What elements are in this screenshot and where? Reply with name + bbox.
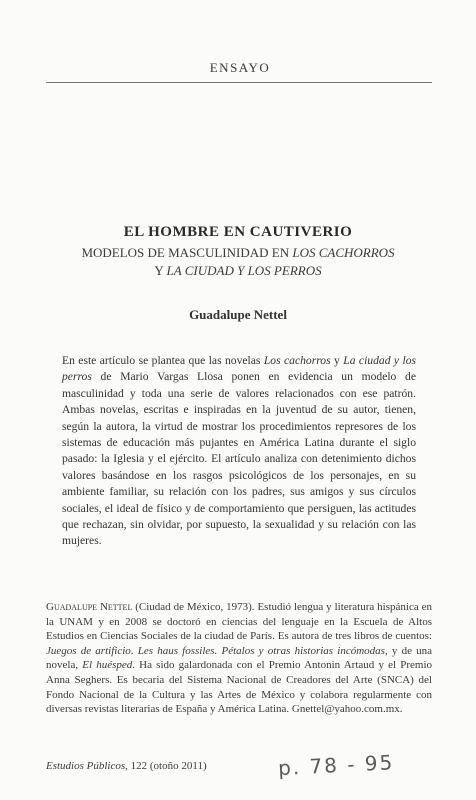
journal-footer	[46, 760, 246, 772]
header-rule	[46, 82, 432, 83]
bio-text-4: . Ha sido galardonada con el Premio Antonin Artaud y el Premio Anna Seghers. Es becaria del Sistema Nacional de Creadores del Arte (SNCA) del Fondo Nacional de la Cultura y las Artes de México y colabora regularmente con diversas revistas literarias de España y América Latina. Gnettel@yahoo.com.mx.	[46, 659, 432, 716]
section-label: ENSAYO	[209, 60, 271, 75]
bio-author-name: Guadalupe Nettel	[46, 601, 133, 613]
author-bio	[46, 600, 432, 717]
article-author: Guadalupe Nettel	[189, 307, 287, 322]
journal-issue: , 122 (otoño 2011)	[125, 760, 207, 772]
abstract-paragraph	[62, 353, 416, 550]
subtitle-line1-text: MODELOS DE MASCULINIDAD EN	[81, 245, 293, 260]
bio-book-3: El huésped	[82, 659, 133, 672]
abstract-text-2: y	[330, 354, 344, 367]
bio-text-1: (Ciudad de México, 1973). Estudió lengua y literatura hispánica en la UNAM y en 2008 se doctoró en ciencias del lenguaje en la Escuela de Altos Estudios en Ciencias Sociales de la ciudad de París. Es autora de tres libros de cuentos:	[46, 601, 433, 643]
abstract-title-2: La ciudad y los perros	[62, 354, 417, 384]
abstract-text-1: En este artículo se plantea que las novelas	[62, 354, 264, 367]
article-subtitle	[60, 244, 416, 280]
subtitle-line1-italic: LOS CACHORROS	[292, 245, 395, 260]
bio-book-2: Les haus fossiles. Pétalos y otras historias incómodas	[137, 644, 385, 657]
subtitle-line2-text: Y	[154, 263, 167, 278]
abstract-title-1: Los cachorros	[263, 354, 331, 367]
bio-text-2: .	[130, 644, 138, 657]
bio-text-3: , y de una novela,	[46, 644, 433, 672]
bio-book-1: Juegos de artificio	[46, 644, 131, 657]
handwritten-page-range: p. 78 - 95	[277, 750, 395, 781]
journal-name: Estudios Públicos	[46, 760, 126, 772]
subtitle-line2-italic: LA CIUDAD Y LOS PERROS	[166, 263, 322, 278]
article-title: EL HOMBRE EN CAUTIVERIO	[123, 224, 353, 240]
abstract-text-3: de Mario Vargas Llosa ponen en evidencia un modelo de masculinidad y toda una serie de valores relacionados con ese patrón. Ambas novelas, escritas e inspiradas en la juventud de su autor, tienen, según la autora, la virtud de mostrar los procedimientos represores de los sistemas de educación más pujantes en América Latina durante el siglo pasado: la Iglesia y el ejército. El artículo analiza con detenimiento dichos valores basándose en los rasgos psicológicos de los personajes, en su ambiente familiar, su relación con los padres, sus amigos y sus círculos sociales, el ideal de físico y de comportamiento que persiguen, las actitudes que rechazan, sin olvidar, por supuesto, la sexualidad y su relación con las mujeres.	[62, 370, 416, 548]
